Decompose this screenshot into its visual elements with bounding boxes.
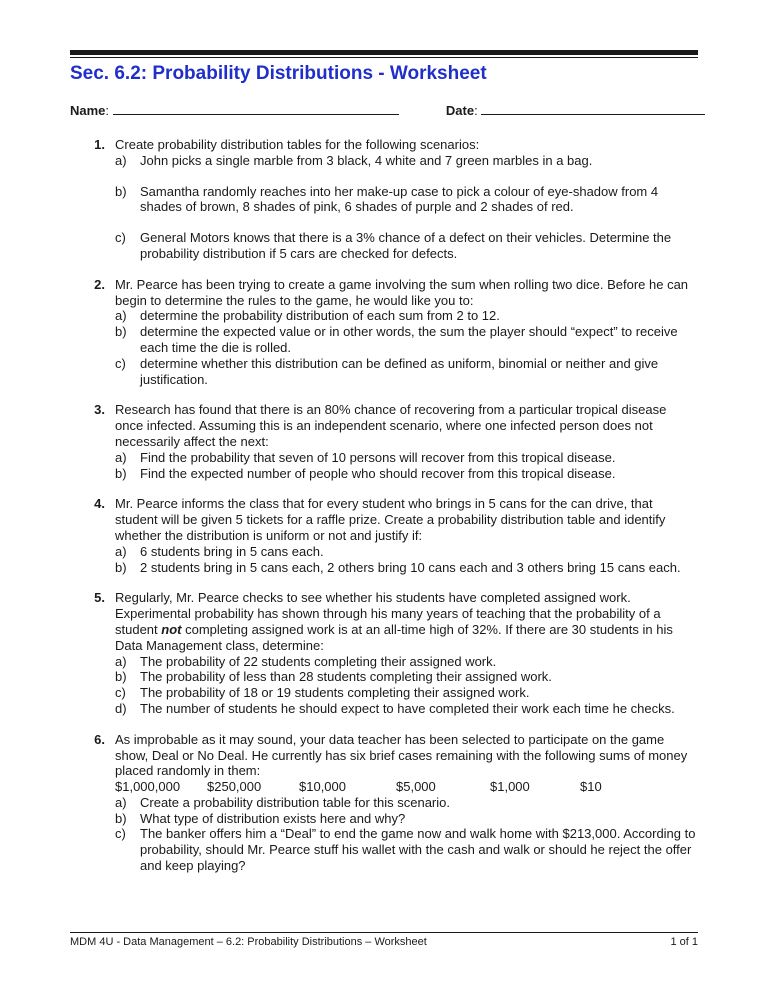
money-amounts: [115, 779, 698, 795]
date-label: Date: [445, 103, 475, 118]
name-label: Name: [70, 103, 106, 118]
question-number: 1.: [94, 137, 105, 152]
sub-question-b: b) 2 students bring in 5 cans each, 2 others bring 10 cans each and 3 others bring 15 cans each.: [115, 559, 681, 575]
page-title: Sec. 6.2: Probability Distributions - Worksheet: [70, 63, 487, 84]
amount: $10: [580, 779, 602, 795]
question-2: [70, 277, 698, 388]
sub-question-a: a) determine the probability distribution of each sum from 2 to 12.: [115, 308, 500, 324]
question-intro: Regularly, Mr. Pearce checks to see whether his students have completed assigned work. Experimental probability has shown through his many years of teaching that the probability of a student not completing assigned work is at an all-time high of 32%. If there are 30 students in his Data Management class, determine:: [115, 590, 673, 653]
question-number: 3.: [94, 402, 105, 418]
footer-rule: [70, 932, 698, 933]
amount: $1,000: [490, 779, 530, 795]
sub-question-c: c) The banker offers him a “Deal” to end the game now and walk home with $213,000. According to probability, should Mr. Pearce stuff his wallet with the cash and walk or should he reject the offer and keep playing?: [115, 826, 696, 874]
question-number: 6.: [94, 731, 105, 747]
question-5: [70, 590, 698, 716]
sub-question-a: a) John picks a single marble from 3 black, 4 white and 7 green marbles in a bag.: [115, 152, 593, 168]
questions: [70, 137, 698, 889]
question-number: 4.: [94, 496, 105, 512]
header-rule-thick: [70, 50, 698, 55]
footer: [70, 936, 698, 948]
sub-question-b: b) Find the expected number of people who should recover from this tropical disease.: [115, 465, 616, 481]
sub-question-a: a) Create a probability distribution table for this scenario.: [115, 794, 450, 810]
sub-question-b: b) What type of distribution exists here and why?: [115, 810, 406, 826]
sub-question-a: a) The probability of 22 students completing their assigned work.: [115, 653, 497, 669]
name-date-line: Name: Date:: [70, 102, 698, 118]
question-3: [70, 402, 698, 481]
sub-question-a: a) 6 students bring in 5 cans each.: [115, 543, 324, 559]
question-1: [70, 137, 698, 262]
question-intro: As improbable as it may sound, your data teacher has been selected to participate on the game show, Deal or No Deal. He currently has six brief cases remaining with the following sums of money placed randomly in them:: [115, 731, 688, 779]
sub-question-a: a) Find the probability that seven of 10 persons will recover from this tropical disease.: [115, 449, 616, 465]
sub-question-b: b) determine the expected value or in other words, the sum the player should “expect” to receive each time the die is rolled.: [115, 324, 678, 355]
question-intro: Create probability distribution tables for the following scenarios:: [115, 137, 480, 152]
sub-question-b: b) The probability of less than 28 students completing their assigned work.: [115, 669, 552, 685]
question-4: [70, 496, 698, 575]
emphasis-not: not: [161, 621, 182, 637]
sub-question-c: c) The probability of 18 or 19 students completing their assigned work.: [115, 685, 530, 701]
question-intro: Mr. Pearce informs the class that for every student who brings in 5 cans for the can drive, that student will be given 5 tickets for a raffle prize. Create a probability distribution table and identify whether the distribution is uniform or not and justify if:: [115, 496, 666, 543]
sub-question-b: b) Samantha randomly reaches into her make-up case to pick a colour of eye-shadow from 4 shades of brown, 8 shades of pink, 6 shades of purple and 2 shades of red.: [115, 183, 659, 215]
date-blank[interactable]: [481, 102, 705, 115]
footer-course: MDM 4U - Data Management – 6.2: Probability Distributions – Worksheet: [70, 936, 427, 948]
sub-question-d: d) The number of students he should expect to have completed their work each time he checks.: [115, 700, 675, 716]
question-number: 5.: [94, 590, 105, 606]
question-intro: Mr. Pearce has been trying to create a game involving the sum when rolling two dice. Before he can begin to determine the rules to the game, he would like you to:: [115, 276, 689, 308]
amount: $5,000: [396, 779, 436, 795]
question-number: 2.: [94, 276, 105, 292]
amount: $1,000,000: [115, 779, 181, 795]
amount: $250,000: [207, 779, 262, 795]
header-rule-thin: [70, 57, 698, 58]
sub-question-c: c) determine whether this distribution can be defined as uniform, binomial or neither and give justification.: [115, 355, 659, 387]
sub-question-c: c) General Motors knows that there is a 3% chance of a defect on their vehicles. Determine the probability distribution if 5 cars are checked for defects.: [115, 230, 672, 261]
question-intro: Research has found that there is an 80% chance of recovering from a particular tropical disease once infected. Assuming this is an independent scenario, where one infected person does not necessarily affect the next:: [115, 402, 667, 449]
question-6: [70, 732, 698, 874]
name-blank[interactable]: [113, 102, 399, 115]
page-number: 1 of 1: [670, 936, 698, 948]
amount: $10,000: [299, 779, 346, 795]
